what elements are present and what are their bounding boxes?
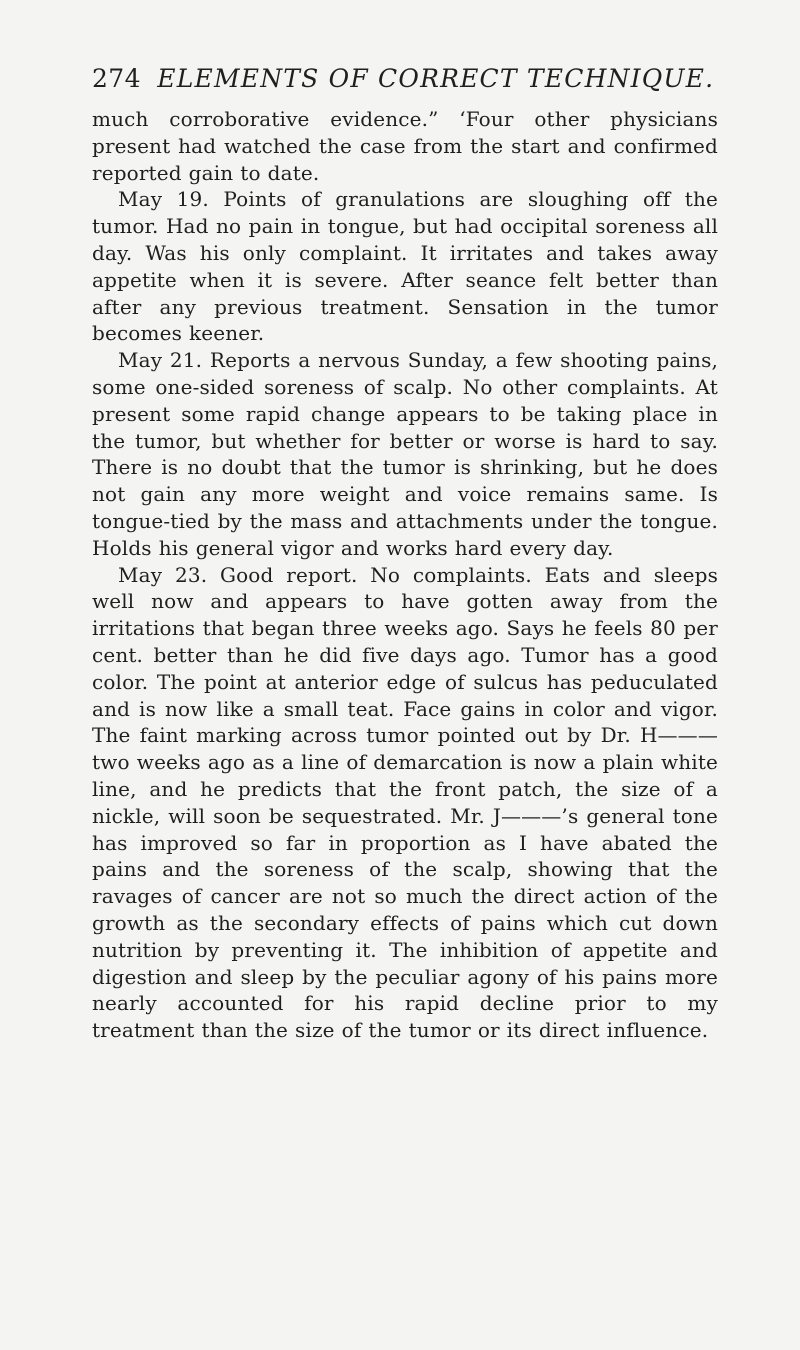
running-head xyxy=(92,64,718,94)
page-number: 274 xyxy=(92,64,141,93)
paragraph-may-23: May 23. Good report. No complaints. Eats and sleeps well now and appears to have gotten away from the irritations that began three weeks ago. Says he feels 80 per cent. better than he did five days ago. Tumor has a good color. The point at anterior edge of sulcus has peduculated and is now like a small teat. Face gains in color and vigor. The faint marking across tumor pointed out by Dr. H——— two weeks ago as a line of demarcation is now a plain white line, and he predicts that the front patch, the size of a nickle, will soon be sequestrated. Mr. J———’s general tone has improved so far in proportion as I have abated the pains and the soreness of the scalp, showing that the ravages of cancer are not so much the direct action of the growth as the secondary effects of pains which cut down nutrition by preventing it. The inhibition of appetite and digestion and sleep by the peculiar agony of his pains more nearly accounted for his rapid decline prior to my treatment than the size of the tumor or its direct influence. xyxy=(92,562,718,1043)
paragraph-may-21: May 21. Reports a nervous Sunday, a few shooting pains, some one-sided soreness of scalp. No other complaints. At present some rapid change appears to be taking place in the tumor, but whether for better or worse is hard to say. There is no doubt that the tumor is shrinking, but he does not gain any more weight and voice remains same. Is tongue-tied by the mass and attachments under the tongue. Holds his general vigor and works hard every day. xyxy=(92,348,718,560)
paragraph-continuation: much corroborative evidence.” ‘Four other physicians present had watched the case from the start and confirmed reported gain to date. xyxy=(92,107,718,185)
running-head-title: ELEMENTS OF CORRECT TECHNIQUE. xyxy=(157,64,715,93)
paragraph-may-19: May 19. Points of granulations are sloughing off the tumor. Had no pain in tongue, but had occipital soreness all day. Was his only complaint. It irritates and takes away appetite when it is severe. After seance felt better than after any previous treatment. Sensation in the tumor becomes keener. xyxy=(92,187,718,346)
body-text xyxy=(92,106,718,1044)
